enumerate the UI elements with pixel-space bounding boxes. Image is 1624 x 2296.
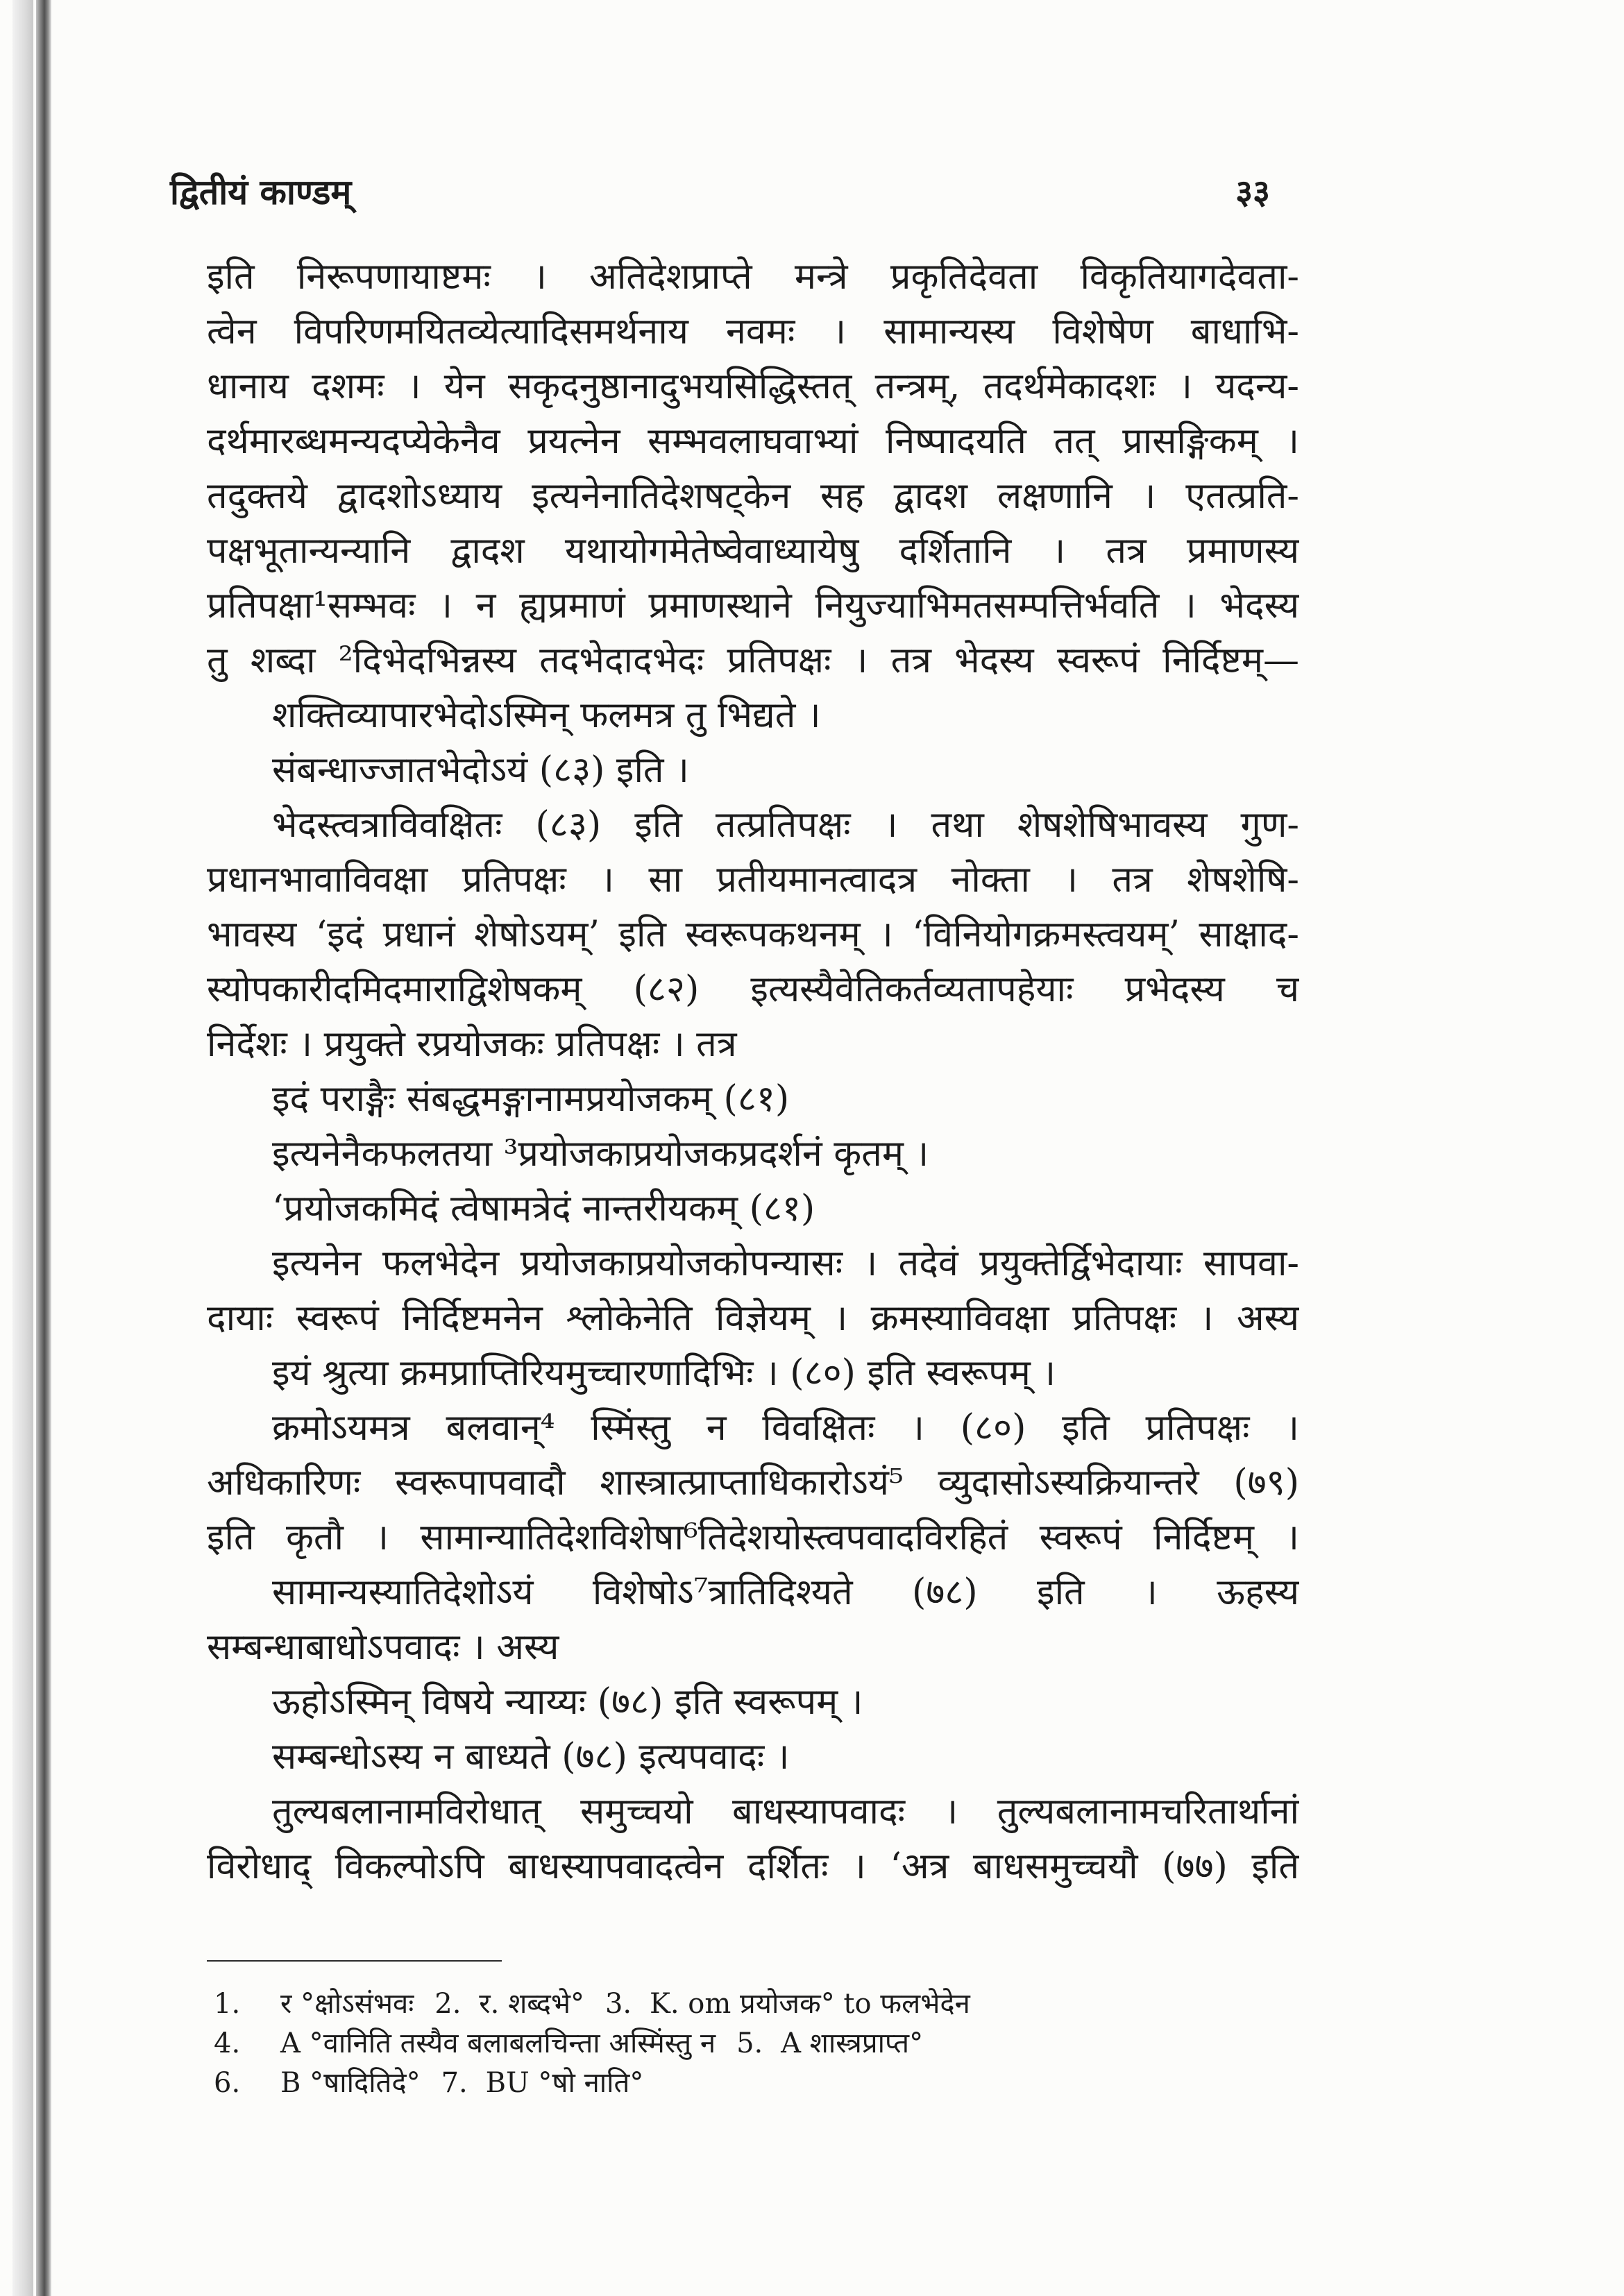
footnote — [214, 1984, 414, 2024]
footnote-text: र °क्षोऽसंभवः — [280, 1988, 414, 2020]
footnote-row — [214, 2024, 1532, 2064]
footnote-number: 6. — [214, 2067, 241, 2099]
text-line: दायाः स्वरूपं निर्दिष्टमनेन श्लोकेनेति विज्ञेयम् । क्रमस्याविवक्षा प्रतिपक्षः । अस्य — [207, 1298, 1299, 1339]
text-line: त्वेन विपरिणमयितव्येत्यादिसमर्थनाय नवमः । सामान्यस्य विशेषेण बाधाभि- — [207, 311, 1299, 352]
text-line: भावस्य ‘इदं प्रधानं शेषोऽयम्’ इति स्वरूपकथनम् । ‘विनियोगक्रमस्त्वयम्’ साक्षाद- — [207, 914, 1299, 955]
text-line: प्रतिपक्षा¹सम्भवः । न ह्यप्रमाणं प्रमाणस्थाने नियुज्याभिमतसम्पत्तिर्भवति । भेदस्य — [207, 585, 1299, 627]
text-line: भेदस्त्वत्राविवक्षितः (८३) इति तत्प्रतिपक्षः । तथा शेषशेषिभावस्य गुण- — [272, 804, 1299, 846]
footnote-text: K. om प्रयोजक° to फलभेदेन — [649, 1988, 970, 2020]
text-line: निर्देशः । प्रयुक्ते रप्रयोजकः प्रतिपक्षः । तत्र — [207, 1023, 737, 1065]
verse-line: ऊहोऽस्मिन् विषये न्याय्यः (७८) इति स्वरूपम् । — [272, 1681, 863, 1723]
footnote-text: BU °षो नाति° — [485, 2067, 644, 2099]
footnote-text: र. शब्दभे° — [479, 1988, 584, 2020]
footnote — [214, 2064, 421, 2103]
footnote-number: 4. — [214, 2027, 241, 2059]
footnotes — [214, 1984, 1532, 2103]
verse-line: ‘प्रयोजकमिदं त्वेषामत्रेदं नान्तरीयकम् (८१) — [272, 1188, 815, 1230]
footnote-rule — [207, 1960, 502, 1962]
footnote-number: 3. — [604, 1988, 632, 2020]
text-line: धानाय दशमः । येन सकृदनुष्ठानादुभयसिद्धिस्तत् तन्त्रम्, तदर्थमेकादशः । यदन्य- — [207, 366, 1299, 407]
footnote — [434, 1984, 584, 2024]
footnote-number: 5. — [736, 2027, 763, 2059]
footnote — [605, 1984, 970, 2024]
footnote-text: A शास्त्रप्राप्त° — [781, 2027, 924, 2059]
verse-line: शक्तिव्यापारभेदोऽस्मिन् फलमत्र तु भिद्यते । — [272, 695, 821, 736]
verse-line: इयं श्रुत्या क्रमप्राप्तिरियमुच्चारणादिभिः । (८०) इति स्वरूपम् । — [272, 1352, 1056, 1394]
scan-edge — [36, 0, 51, 2296]
scan-edge-shadow — [12, 0, 33, 2296]
text-line: इति निरूपणायाष्टमः । अतिदेशप्राप्ते मन्त्रे प्रकृतिदेवता विकृतियागदेवता- — [207, 256, 1299, 298]
verse-line: सामान्यस्यातिदेशोऽयं विशेषोऽ⁷त्रातिदिश्यते (७८) इति । ऊहस्य — [272, 1572, 1299, 1613]
text-line: तुल्यबलानामविरोधात् समुच्चयो बाधस्यापवादः । तुल्यबलानामचरितार्थानां — [272, 1791, 1299, 1832]
text-line: इति कृतौ । सामान्यातिदेशविशेषा⁶तिदेशयोस्त्वपवादविरहितं स्वरूपं निर्दिष्टम् । — [207, 1517, 1299, 1558]
footnote-row — [214, 2064, 1532, 2103]
text-line: सम्बन्धाबाधोऽपवादः । अस्य — [207, 1626, 559, 1668]
text-line: इत्यनेन फलभेदेन प्रयोजकाप्रयोजकोपन्यासः । तदेवं प्रयुक्तेर्द्विभेदायाः सापवा- — [272, 1243, 1299, 1284]
footnote-text: A °वानिति तस्यैव बलाबलचिन्ता अस्मिंस्तु न — [280, 2027, 716, 2059]
running-head-title: द्वितीयं काण्डम् — [170, 171, 352, 212]
footnote-number: 2. — [434, 1988, 462, 2020]
page-number: ३३ — [1235, 173, 1270, 212]
text-line: विरोधाद् विकल्पोऽपि बाधस्यापवादत्वेन दर्शितः । ‘अत्र बाधसमुच्चयौ (७७) इति — [207, 1846, 1299, 1887]
text-line: स्योपकारीदमिदमाराद्विशेषकम् (८२) इत्यस्यैवेतिकर्तव्यतापहेयाः प्रभेदस्य च — [207, 969, 1299, 1010]
text-line: तदुक्तये द्वादशोऽध्याय इत्यनेनातिदेशषट्केन सह द्वादश लक्षणानि । एतत्प्रति- — [207, 475, 1299, 517]
text-line: अधिकारिणः स्वरूपापवादौ शास्त्रात्प्राप्ताधिकारोऽयं⁵ व्युदासोऽस्यक्रियान्तरे (७९) — [207, 1462, 1299, 1504]
running-head — [170, 164, 1270, 220]
verse-line: इदं पराङ्गैः संबद्धमङ्गानामप्रयोजकम् (८१) — [272, 1078, 790, 1120]
text-line: इत्यनेनैकफलतया ³प्रयोजकाप्रयोजकप्रदर्शनं कृतम् । — [272, 1133, 929, 1175]
text-line: दर्थमारब्धमन्यदप्येकेनैव प्रयत्नेन सम्भवलाघवाभ्यां निष्पादयति तत् प्रासङ्गिकम् । — [207, 420, 1299, 462]
text-line: पक्षभूतान्यन्यानि द्वादश यथायोगमेतेष्वेवाध्यायेषु दर्शितानि । तत्र प्रमाणस्य — [207, 530, 1299, 572]
body-text — [207, 250, 1299, 1894]
verse-line: क्रमोऽयमत्र बलवान्⁴ स्मिंस्तु न विवक्षितः । (८०) इति प्रतिपक्षः । — [272, 1407, 1299, 1449]
text-line: प्रधानभावाविवक्षा प्रतिपक्षः । सा प्रतीयमानत्वादत्र नोक्ता । तत्र शेषशेषि- — [207, 859, 1299, 901]
verse-line: संबन्धाज्जातभेदोऽयं (८३) इति । — [272, 749, 689, 791]
footnote — [736, 2024, 923, 2064]
footnote-text: B °षादितिदे° — [280, 2067, 421, 2099]
footnote-number: 7. — [441, 2067, 468, 2099]
footnote — [214, 2024, 716, 2064]
footnote — [441, 2064, 644, 2103]
text-line: तु शब्दा ²दिभेदभिन्नस्य तदभेदादभेदः प्रतिपक्षः । तत्र भेदस्य स्वरूपं निर्दिष्टम्— — [207, 640, 1299, 681]
footnote-number: 1. — [214, 1988, 241, 2020]
verse-line: सम्बन्धोऽस्य न बाध्यते (७८) इत्यपवादः । — [272, 1736, 790, 1778]
footnote-row — [214, 1984, 1532, 2024]
